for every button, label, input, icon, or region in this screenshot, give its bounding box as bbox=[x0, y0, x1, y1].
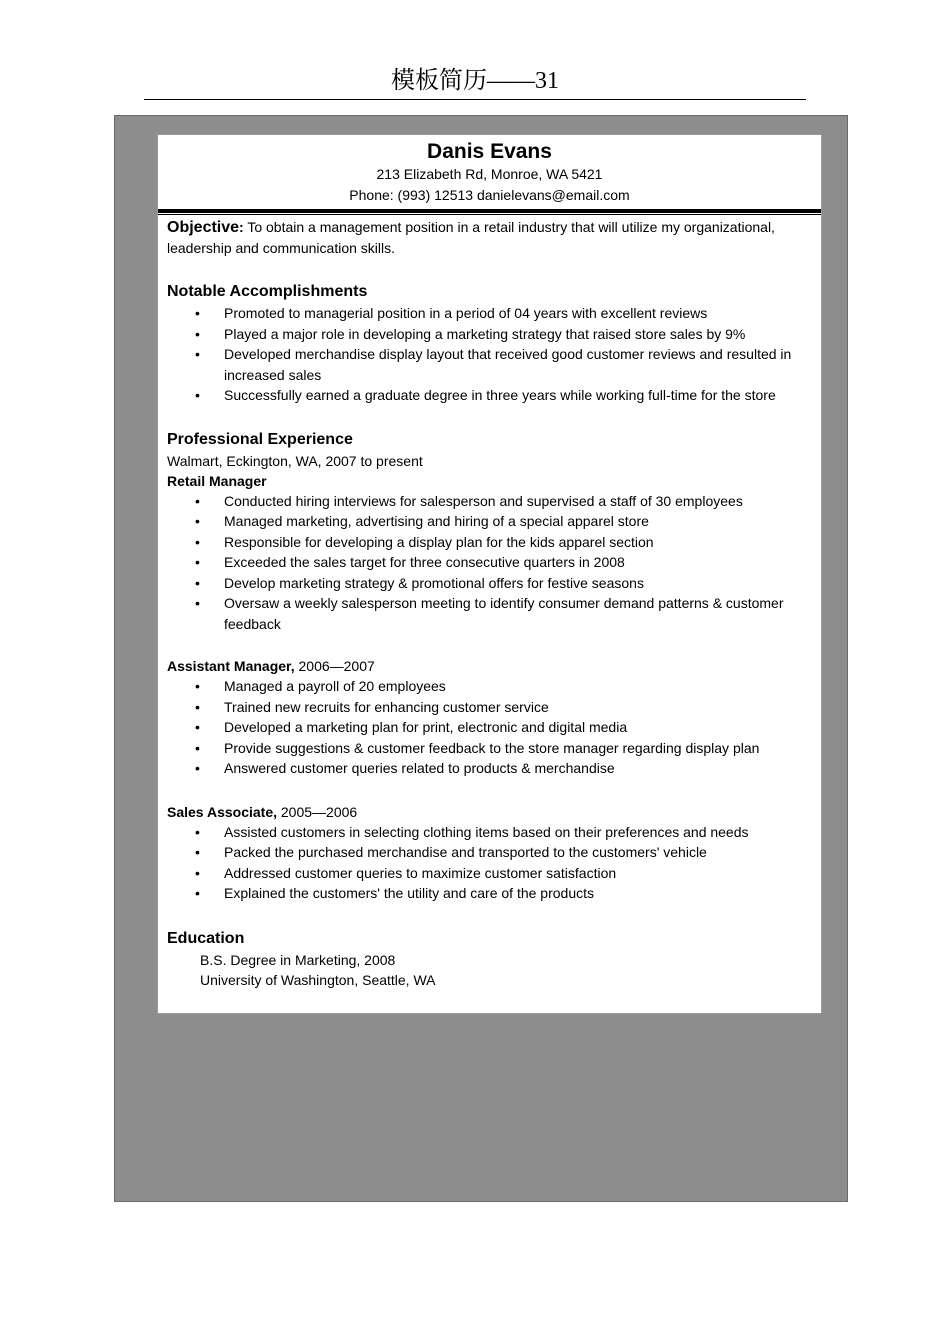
list-item bbox=[167, 697, 812, 718]
resume-sheet bbox=[157, 134, 822, 1014]
list-item-text: Answered customer queries related to products & merchandise bbox=[224, 760, 615, 776]
list-item-text: Conducted hiring interviews for salesperson and supervised a staff of 30 employees bbox=[224, 492, 743, 509]
bullet-icon: • bbox=[195, 844, 200, 860]
list-item-text: Played a major role in developing a marketing strategy that raised store sales by 9% bbox=[224, 325, 746, 342]
resume-header bbox=[158, 140, 821, 206]
retail-manager-list bbox=[167, 491, 812, 635]
list-item bbox=[167, 511, 812, 532]
bullet-icon: • bbox=[195, 595, 200, 611]
list-item bbox=[167, 491, 812, 512]
bullet-icon: • bbox=[195, 864, 200, 881]
job2-dates: 2006—2007 bbox=[294, 658, 375, 674]
list-item-text: Assisted customers in selecting clothing items based on their preferences and needs bbox=[224, 823, 749, 840]
list-item bbox=[167, 842, 812, 863]
list-item bbox=[167, 573, 812, 594]
bullet-icon: • bbox=[195, 574, 200, 591]
accomplishments-list bbox=[167, 303, 812, 406]
bullet-icon: • bbox=[195, 719, 200, 735]
list-item bbox=[167, 676, 812, 697]
degree-line: B.S. Degree in Marketing, 2008 bbox=[200, 951, 396, 968]
list-item-text: Develop marketing strategy & promotional offers for festive seasons bbox=[224, 574, 644, 591]
bullet-icon: • bbox=[195, 325, 200, 342]
list-item-text: Packed the purchased merchandise and transported to the customers' vehicle bbox=[224, 844, 707, 860]
list-item-text: Developed merchandise display layout that received good customer reviews and resulted in increased sales bbox=[224, 346, 792, 383]
list-item bbox=[167, 344, 812, 385]
list-item bbox=[167, 303, 812, 324]
list-item-text: Promoted to managerial position in a period of 04 years with excellent reviews bbox=[224, 305, 708, 321]
list-item bbox=[167, 532, 812, 553]
accomplishments-heading: Notable Accomplishments bbox=[167, 283, 368, 300]
job3-title: Sales Associate, bbox=[167, 803, 277, 820]
list-item-text: Managed marketing, advertising and hiring of a special apparel store bbox=[224, 513, 649, 529]
assistant-manager-list bbox=[167, 676, 812, 779]
list-item-text: Managed a payroll of 20 employees bbox=[224, 678, 446, 694]
list-item-text: Responsible for developing a display plan for the kids apparel section bbox=[224, 533, 654, 550]
bullet-icon: • bbox=[195, 346, 200, 362]
university-line: University of Washington, Seattle, WA bbox=[200, 971, 436, 988]
list-item-text: Exceeded the sales target for three consecutive quarters in 2008 bbox=[224, 554, 625, 570]
list-item-text: Trained new recruits for enhancing customer service bbox=[224, 698, 549, 715]
header-rule-thick bbox=[158, 209, 821, 213]
objective-text: To obtain a management position in a retail industry that will utilize my organizational, leadership and communication skills. bbox=[167, 219, 775, 256]
list-item bbox=[167, 863, 812, 884]
list-item-text: Provide suggestions & customer feedback to the store manager regarding display plan bbox=[224, 739, 760, 756]
list-item-text: Addressed customer queries to maximize customer satisfaction bbox=[224, 864, 617, 881]
list-item-text: Successfully earned a graduate degree in three years while working full-time for the store bbox=[224, 387, 776, 403]
employer-line: Walmart, Eckington, WA, 2007 to present bbox=[167, 452, 423, 469]
bullet-icon: • bbox=[195, 760, 200, 776]
list-item-text: Oversaw a weekly salesperson meeting to identify consumer demand patterns & customer feedback bbox=[224, 595, 784, 632]
bullet-icon: • bbox=[195, 739, 200, 756]
list-item bbox=[167, 758, 812, 779]
bullet-icon: • bbox=[195, 533, 200, 550]
bullet-icon: • bbox=[195, 698, 200, 715]
header-rule-thin bbox=[158, 214, 821, 215]
page-title: 模板简历——31 bbox=[144, 64, 806, 100]
objective-section bbox=[167, 217, 812, 259]
job3-dates: 2005—2006 bbox=[277, 803, 358, 820]
bullet-icon: • bbox=[195, 885, 200, 901]
candidate-name: Danis Evans bbox=[427, 140, 552, 163]
job2-title: Assistant Manager, bbox=[167, 658, 295, 674]
resume-body bbox=[158, 217, 821, 990]
job-title-sales-associate bbox=[167, 802, 812, 822]
bullet-icon: • bbox=[195, 823, 200, 840]
list-item-text: Explained the customers' the utility and care of the products bbox=[224, 885, 594, 901]
job-title-assistant-manager bbox=[167, 656, 812, 676]
list-item bbox=[167, 385, 812, 406]
list-item bbox=[167, 324, 812, 345]
phone-email-line: Phone: (993) 12513 danielevans@email.com bbox=[349, 187, 630, 203]
experience-heading: Professional Experience bbox=[167, 430, 353, 448]
list-item bbox=[167, 552, 812, 573]
list-item bbox=[167, 822, 812, 843]
objective-label: Objective bbox=[167, 219, 240, 236]
bullet-icon: • bbox=[195, 492, 200, 509]
sales-associate-list bbox=[167, 822, 812, 904]
bullet-icon: • bbox=[195, 513, 200, 529]
job-title-retail-manager: Retail Manager bbox=[167, 472, 267, 489]
address-line: 213 Elizabeth Rd, Monroe, WA 5421 bbox=[376, 166, 603, 182]
bullet-icon: • bbox=[195, 387, 200, 403]
list-item bbox=[167, 717, 812, 738]
education-heading: Education bbox=[167, 929, 245, 947]
objective-colon: : bbox=[239, 219, 244, 235]
list-item bbox=[167, 738, 812, 759]
bullet-icon: • bbox=[195, 678, 200, 694]
bullet-icon: • bbox=[195, 554, 200, 570]
bullet-icon: • bbox=[195, 305, 200, 321]
list-item bbox=[167, 883, 812, 904]
list-item bbox=[167, 593, 812, 634]
list-item-text: Developed a marketing plan for print, electronic and digital media bbox=[224, 719, 628, 735]
